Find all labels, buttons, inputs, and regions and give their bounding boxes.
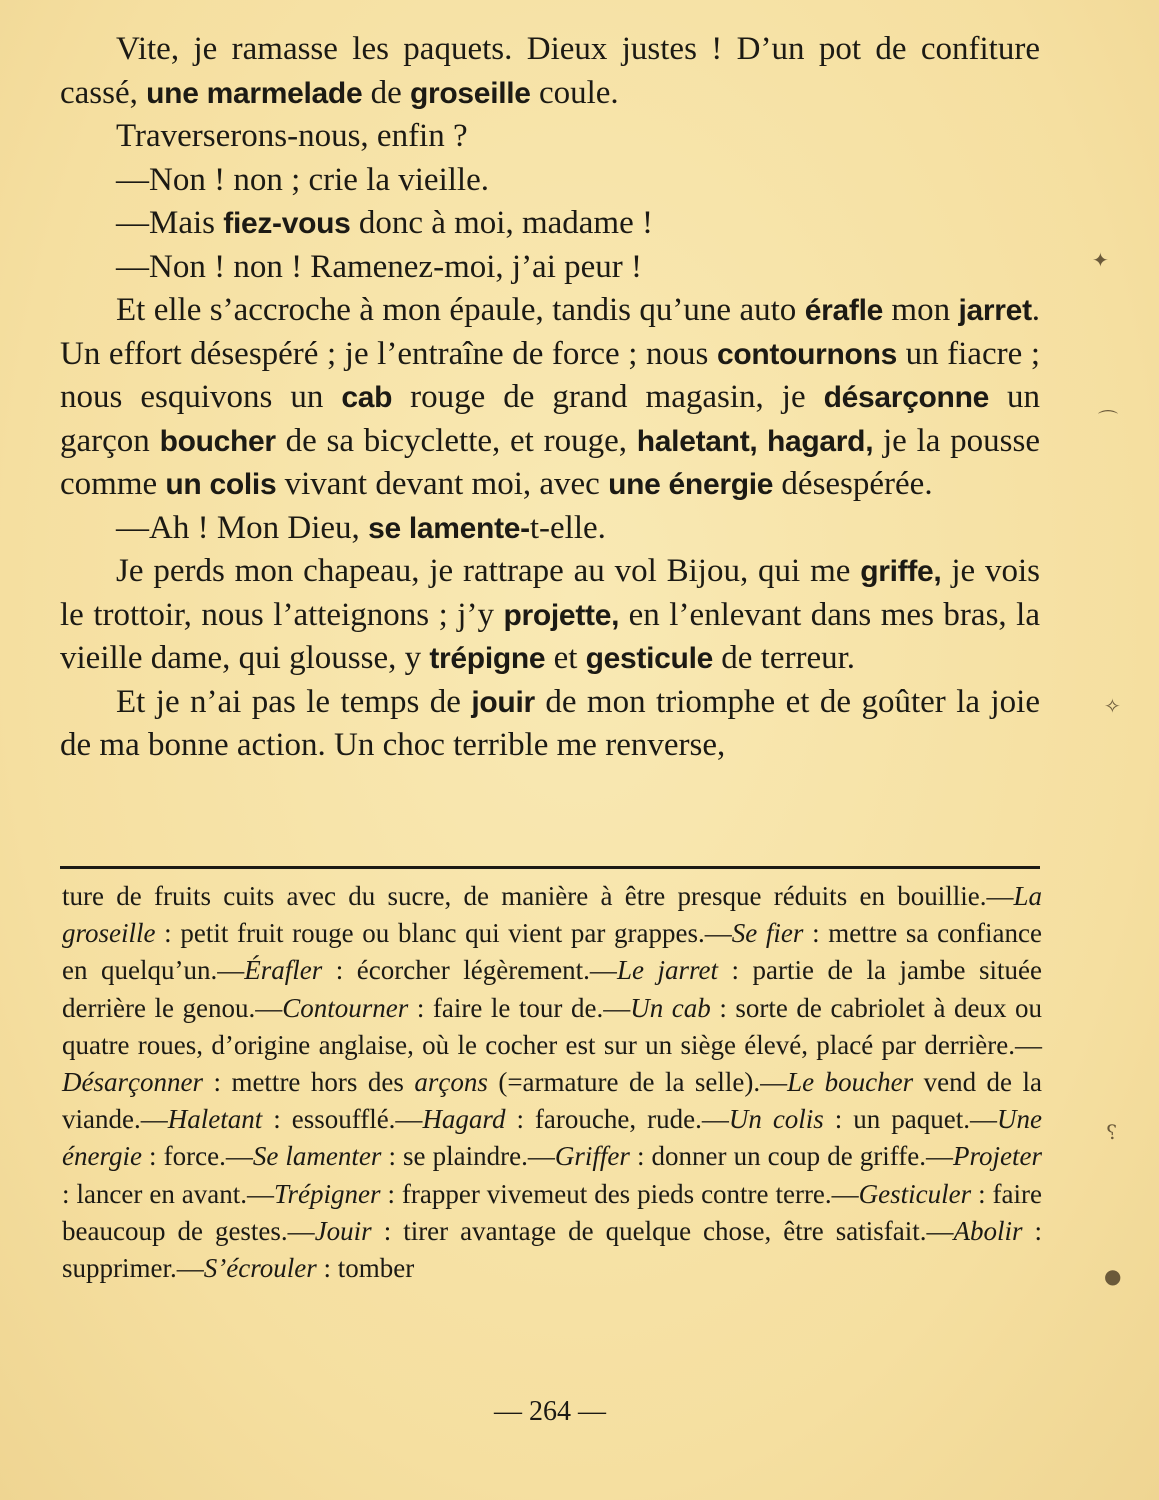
page-number: — 264 —: [494, 1396, 606, 1427]
ink-speck-icon: ●: [1104, 1264, 1122, 1288]
paragraph: Et elle s’accroche à mon épaule, tandis qu’une auto érafle mon jarret. Un effort désespéré ; je l’entraîne de force ; nous contournons un fiacre ; nous esquivons un cab rouge de grand magasin, je désarçonne un garçon boucher de sa bicyclette, et rouge, haletant, hagard, je la pousse comme un colis vivant devant moi, avec une énergie désespérée.: [60, 292, 1041, 502]
paragraph: —Mais fiez-vous donc à moi, madame !: [116, 205, 653, 241]
ink-speck-icon: ⸮: [1106, 1120, 1117, 1144]
paragraph: Traverserons-nous, enfin ?: [116, 118, 468, 154]
footnote-divider: [60, 866, 1040, 869]
main-text: [60, 28, 1040, 768]
ink-speck-icon: ✦: [1092, 248, 1109, 272]
paragraph: —Non ! non ; crie la vieille.: [116, 161, 489, 198]
ink-speck-icon: ✧: [1104, 694, 1121, 718]
footnote-text: ture de fruits cuits avec du sucre, de manière à être presque réduits en bouillie.—La groseille : petit fruit rouge ou blanc qui vient par grappes.—Se fier : mettre sa confiance en quelqu’un.—Érafler : écorcher légèrement.—Le jarret : partie de la jambe située derrière le genou.—Contourner : faire le tour de.—Un cab : sorte de cabriolet à deux ou quatre roues, d’origine anglaise, où le cocher est sur un siège élevé, placé par derrière.—Désarçonner : mettre hors des arçons (=armature de la selle).—Le boucher vend de la viande.—Haletant : essoufflé.—Hagard : farouche, rude.—Un colis : un paquet.—Une énergie : force.—Se lamenter : se plaindre.—Griffer : donner un coup de griffe.—Projeter : lancer en avant.—Trépigner : frapper vivemeut des pieds contre terre.—Gesticuler : faire beaucoup de gestes.—Jouir : tirer avantage de quelque chose, être satisfait.—Abolir : supprimer.—S’écrouler : tomber: [62, 881, 1043, 1284]
paragraph: —Ah ! Mon Dieu, se lamente-t-elle.: [116, 509, 606, 546]
paragraph: Vite, je ramasse les paquets. Dieux justes ! D’un pot de confiture cassé, une marmelade de groseille coule.: [60, 31, 1040, 111]
paragraph: Je perds mon chapeau, je rattrape au vol Bijou, qui me griffe, je vois le trottoir, nous l’atteignons ; j’y projette, en l’enlevant dans mes bras, la vieille dame, qui glousse, y trépigne et gesticule de terreur.: [60, 553, 1040, 676]
footnotes: [62, 878, 1042, 1287]
paragraph: Et je n’ai pas le temps de jouir de mon triomphe et de goûter la joie de ma bonne action. Un choc terrible me renverse,: [60, 683, 1040, 763]
paragraph: —Non ! non ! Ramenez-moi, j’ai peur !: [116, 248, 643, 285]
ink-speck-icon: ⌒: [1098, 408, 1118, 432]
